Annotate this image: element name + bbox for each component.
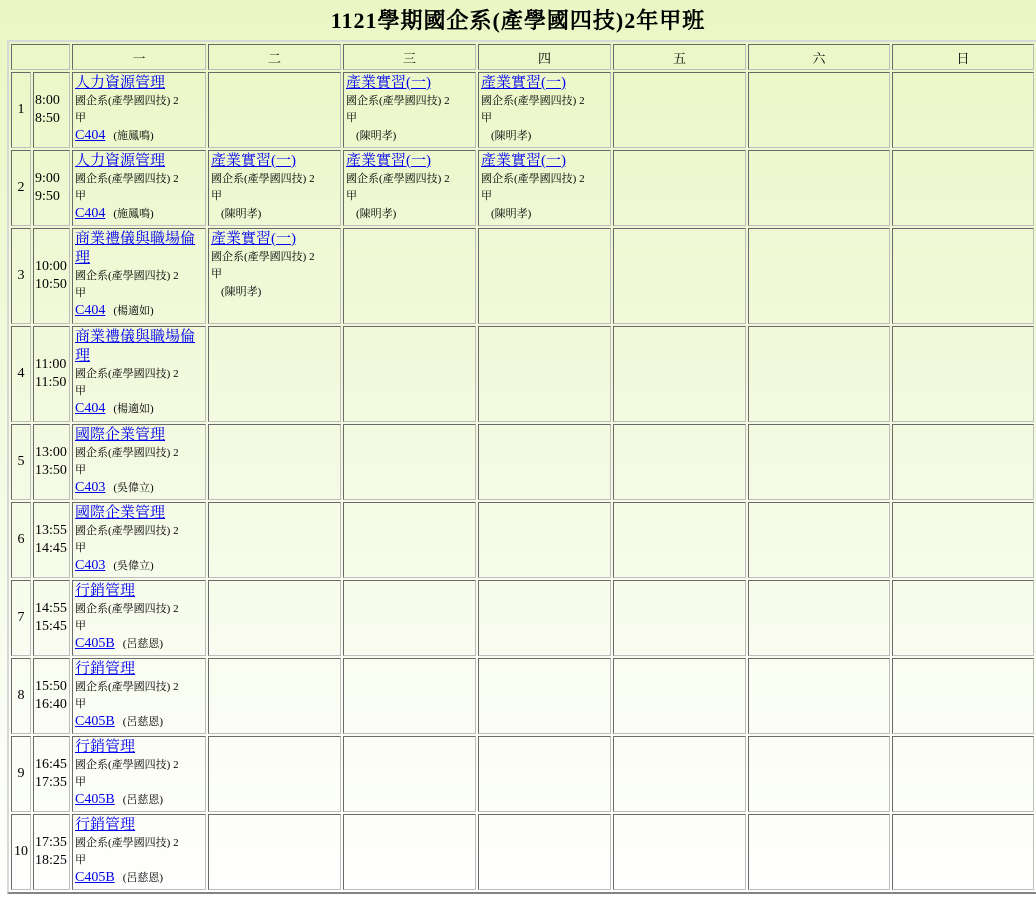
course-class-section: 甲 [75, 620, 86, 632]
course-link[interactable]: 人力資源管理 [75, 153, 166, 169]
room-teacher-line [75, 205, 203, 223]
empty-slot-cell [892, 580, 1034, 656]
empty-slot-cell [343, 228, 476, 324]
course-department: 國企系(產學國四技) 2 [75, 270, 179, 282]
course-link[interactable]: 行銷管理 [75, 583, 136, 599]
empty-slot-cell [892, 228, 1034, 324]
empty-slot-cell [208, 580, 341, 656]
period-time [33, 580, 70, 656]
period-start-time: 13:55 [35, 523, 67, 538]
period-number: 4 [11, 326, 31, 422]
empty-slot-cell [892, 424, 1034, 500]
period-start-time: 11:00 [35, 357, 67, 372]
teacher-name: (呂慈恩) [122, 872, 164, 884]
course-department: 國企系(產學國四技) 2 [481, 173, 585, 185]
course-class-section: 甲 [75, 385, 86, 397]
day-header: 一 [72, 44, 206, 70]
room-teacher-line [75, 127, 203, 145]
empty-slot-cell [892, 814, 1034, 890]
empty-slot-cell [478, 326, 611, 422]
period-start-time: 10:00 [35, 259, 67, 274]
course-link[interactable]: 行銷管理 [75, 739, 136, 755]
course-class-section: 甲 [346, 190, 357, 202]
room-link[interactable]: C403 [75, 558, 106, 573]
empty-slot-cell [613, 814, 746, 890]
class-session-cell [72, 228, 206, 324]
empty-slot-cell [208, 814, 341, 890]
course-department: 國企系(產學國四技) 2 [75, 525, 179, 537]
teacher-name: (陳明孝) [491, 130, 532, 142]
empty-slot-cell [892, 326, 1034, 422]
period-time [33, 228, 70, 324]
period-end-time: 14:45 [35, 541, 67, 556]
room-teacher-line [211, 283, 338, 301]
course-class-section: 甲 [75, 854, 86, 866]
room-link[interactable]: C405B [75, 792, 115, 807]
empty-slot-cell [343, 580, 476, 656]
empty-slot-cell [478, 502, 611, 578]
empty-slot-cell [478, 658, 611, 734]
empty-slot-cell [613, 326, 746, 422]
course-link[interactable]: 國際企業管理 [75, 427, 166, 443]
class-session-cell [72, 658, 206, 734]
course-link[interactable]: 產業實習(一) [211, 153, 296, 169]
period-start-time: 17:35 [35, 835, 67, 850]
course-link[interactable]: 行銷管理 [75, 817, 136, 833]
course-class-section: 甲 [75, 542, 86, 554]
course-department: 國企系(產學國四技) 2 [75, 681, 179, 693]
period-end-time: 10:50 [35, 277, 67, 292]
room-teacher-line [481, 205, 608, 223]
course-class-section: 甲 [75, 698, 86, 710]
empty-slot-cell [343, 658, 476, 734]
class-session-cell [72, 814, 206, 890]
empty-slot-cell [343, 424, 476, 500]
period-end-time: 8:50 [35, 111, 60, 126]
room-teacher-line [75, 302, 203, 320]
period-end-time: 16:40 [35, 697, 67, 712]
room-teacher-line [346, 127, 473, 145]
period-end-time: 13:50 [35, 463, 67, 478]
teacher-name: (呂慈恩) [122, 794, 164, 806]
empty-slot-cell [208, 502, 341, 578]
course-department: 國企系(產學國四技) 2 [211, 173, 315, 185]
teacher-name: (陳明孝) [221, 208, 262, 220]
empty-slot-cell [892, 502, 1034, 578]
course-department: 國企系(產學國四技) 2 [75, 447, 179, 459]
empty-slot-cell [892, 150, 1034, 226]
empty-slot-cell [343, 814, 476, 890]
empty-slot-cell [208, 326, 341, 422]
empty-slot-cell [892, 72, 1034, 148]
course-class-section: 甲 [75, 464, 86, 476]
course-class-section: 甲 [75, 112, 86, 124]
period-end-time: 18:25 [35, 853, 67, 868]
period-time [33, 658, 70, 734]
course-link[interactable]: 產業實習(一) [211, 231, 296, 247]
empty-slot-cell [748, 814, 890, 890]
day-header: 五 [613, 44, 746, 70]
day-header: 日 [892, 44, 1034, 70]
class-session-cell [72, 150, 206, 226]
room-link[interactable]: C405B [75, 714, 115, 729]
empty-slot-cell [478, 814, 611, 890]
course-department: 國企系(產學國四技) 2 [346, 173, 450, 185]
period-row [11, 326, 1034, 422]
teacher-name: (施鳳鳴) [113, 208, 154, 220]
period-time [33, 502, 70, 578]
room-link[interactable]: C405B [75, 636, 115, 651]
period-row [11, 814, 1034, 890]
room-teacher-line [75, 791, 203, 809]
course-department: 國企系(產學國四技) 2 [75, 603, 179, 615]
course-department: 國企系(產學國四技) 2 [75, 837, 179, 849]
teacher-name: (楊適如) [113, 403, 154, 415]
empty-slot-cell [892, 736, 1034, 812]
class-session-cell [208, 150, 341, 226]
period-start-time: 16:45 [35, 757, 67, 772]
course-link[interactable]: 產業實習(一) [346, 153, 431, 169]
empty-slot-cell [208, 736, 341, 812]
empty-slot-cell [892, 658, 1034, 734]
timetable-body [11, 72, 1034, 890]
period-row [11, 228, 1034, 324]
teacher-name: (呂慈恩) [122, 638, 164, 650]
course-class-section: 甲 [75, 287, 86, 299]
day-header: 三 [343, 44, 476, 70]
course-link[interactable]: 產業實習(一) [481, 153, 566, 169]
period-end-time: 9:50 [35, 189, 60, 204]
empty-slot-cell [613, 580, 746, 656]
class-session-cell [72, 326, 206, 422]
teacher-name: (陳明孝) [491, 208, 532, 220]
period-start-time: 8:00 [35, 93, 60, 108]
course-link[interactable]: 產業實習(一) [481, 75, 566, 91]
period-row [11, 150, 1034, 226]
period-row [11, 502, 1034, 578]
empty-slot-cell [613, 424, 746, 500]
day-header: 四 [478, 44, 611, 70]
room-teacher-line [75, 635, 203, 653]
empty-slot-cell [343, 326, 476, 422]
course-link[interactable]: 產業實習(一) [346, 75, 431, 91]
room-teacher-line [75, 479, 203, 497]
room-link[interactable]: C403 [75, 480, 106, 495]
room-link[interactable]: C404 [75, 401, 106, 416]
empty-slot-cell [613, 228, 746, 324]
course-department: 國企系(產學國四技) 2 [211, 251, 315, 263]
empty-slot-cell [343, 502, 476, 578]
empty-slot-cell [613, 736, 746, 812]
period-number: 8 [11, 658, 31, 734]
class-session-cell [478, 150, 611, 226]
period-time [33, 150, 70, 226]
course-link[interactable]: 商業禮儀與職場倫理 [75, 231, 196, 266]
course-department: 國企系(產學國四技) 2 [346, 95, 450, 107]
period-start-time: 15:50 [35, 679, 67, 694]
course-department: 國企系(產學國四技) 2 [75, 95, 179, 107]
page-title: 1121學期國企系(產學國四技)2年甲班 [330, 8, 706, 33]
empty-slot-cell [613, 150, 746, 226]
period-row [11, 72, 1034, 148]
course-class-section: 甲 [346, 112, 357, 124]
empty-slot-cell [748, 150, 890, 226]
day-header-row [11, 44, 1034, 70]
course-class-section: 甲 [75, 190, 86, 202]
period-start-time: 13:00 [35, 445, 67, 460]
room-link[interactable]: C405B [75, 870, 115, 885]
period-row [11, 658, 1034, 734]
empty-slot-cell [748, 580, 890, 656]
timetable [7, 40, 1036, 894]
teacher-name: (吳偉立) [113, 482, 154, 494]
course-class-section: 甲 [211, 190, 222, 202]
period-number: 6 [11, 502, 31, 578]
empty-slot-cell [748, 228, 890, 324]
course-class-section: 甲 [75, 776, 86, 788]
class-session-cell [208, 228, 341, 324]
empty-slot-cell [748, 326, 890, 422]
room-link[interactable]: C404 [75, 206, 106, 221]
day-header: 二 [208, 44, 341, 70]
empty-slot-cell [613, 72, 746, 148]
empty-slot-cell [478, 424, 611, 500]
period-row [11, 580, 1034, 656]
course-link[interactable]: 商業禮儀與職場倫理 [75, 329, 196, 364]
course-class-section: 甲 [481, 112, 492, 124]
room-teacher-line [75, 400, 203, 418]
empty-slot-cell [478, 228, 611, 324]
period-start-time: 14:55 [35, 601, 67, 616]
class-session-cell [72, 502, 206, 578]
period-time [33, 424, 70, 500]
teacher-name: (呂慈恩) [122, 716, 164, 728]
teacher-name: (陳明孝) [356, 208, 397, 220]
period-number: 9 [11, 736, 31, 812]
class-session-cell [478, 72, 611, 148]
course-class-section: 甲 [481, 190, 492, 202]
empty-slot-cell [748, 424, 890, 500]
class-session-cell [343, 150, 476, 226]
room-link[interactable]: C404 [75, 128, 106, 143]
empty-slot-cell [613, 502, 746, 578]
period-number: 10 [11, 814, 31, 890]
period-row [11, 736, 1034, 812]
period-number: 1 [11, 72, 31, 148]
empty-slot-cell [748, 658, 890, 734]
period-number: 3 [11, 228, 31, 324]
empty-slot-cell [208, 72, 341, 148]
room-teacher-line [346, 205, 473, 223]
teacher-name: (吳偉立) [113, 560, 154, 572]
empty-slot-cell [748, 502, 890, 578]
course-department: 國企系(產學國四技) 2 [75, 368, 179, 380]
period-end-time: 11:50 [35, 375, 67, 390]
room-teacher-line [481, 127, 608, 145]
empty-slot-cell [748, 72, 890, 148]
class-session-cell [72, 72, 206, 148]
period-time [33, 736, 70, 812]
empty-slot-cell [748, 736, 890, 812]
course-class-section: 甲 [211, 268, 222, 280]
teacher-name: (楊適如) [113, 305, 154, 317]
class-session-cell [72, 736, 206, 812]
period-number: 2 [11, 150, 31, 226]
teacher-name: (陳明孝) [221, 286, 262, 298]
course-link[interactable]: 國際企業管理 [75, 505, 166, 521]
empty-slot-cell [613, 658, 746, 734]
empty-slot-cell [343, 736, 476, 812]
room-teacher-line [75, 713, 203, 731]
day-header: 六 [748, 44, 890, 70]
empty-slot-cell [208, 424, 341, 500]
class-session-cell [72, 424, 206, 500]
period-end-time: 15:45 [35, 619, 67, 634]
course-department: 國企系(產學國四技) 2 [481, 95, 585, 107]
room-teacher-line [211, 205, 338, 223]
empty-slot-cell [478, 580, 611, 656]
empty-slot-cell [478, 736, 611, 812]
course-department: 國企系(產學國四技) 2 [75, 759, 179, 771]
period-number: 7 [11, 580, 31, 656]
room-teacher-line [75, 557, 203, 575]
corner-header [11, 44, 70, 70]
period-number: 5 [11, 424, 31, 500]
course-link[interactable]: 行銷管理 [75, 661, 136, 677]
teacher-name: (施鳳鳴) [113, 130, 154, 142]
period-end-time: 17:35 [35, 775, 67, 790]
class-session-cell [72, 580, 206, 656]
period-start-time: 9:00 [35, 171, 60, 186]
period-row [11, 424, 1034, 500]
period-time [33, 326, 70, 422]
period-time [33, 72, 70, 148]
room-teacher-line [75, 869, 203, 887]
empty-slot-cell [208, 658, 341, 734]
period-time [33, 814, 70, 890]
course-department: 國企系(產學國四技) 2 [75, 173, 179, 185]
course-link[interactable]: 人力資源管理 [75, 75, 166, 91]
class-session-cell [343, 72, 476, 148]
teacher-name: (陳明孝) [356, 130, 397, 142]
room-link[interactable]: C404 [75, 303, 106, 318]
